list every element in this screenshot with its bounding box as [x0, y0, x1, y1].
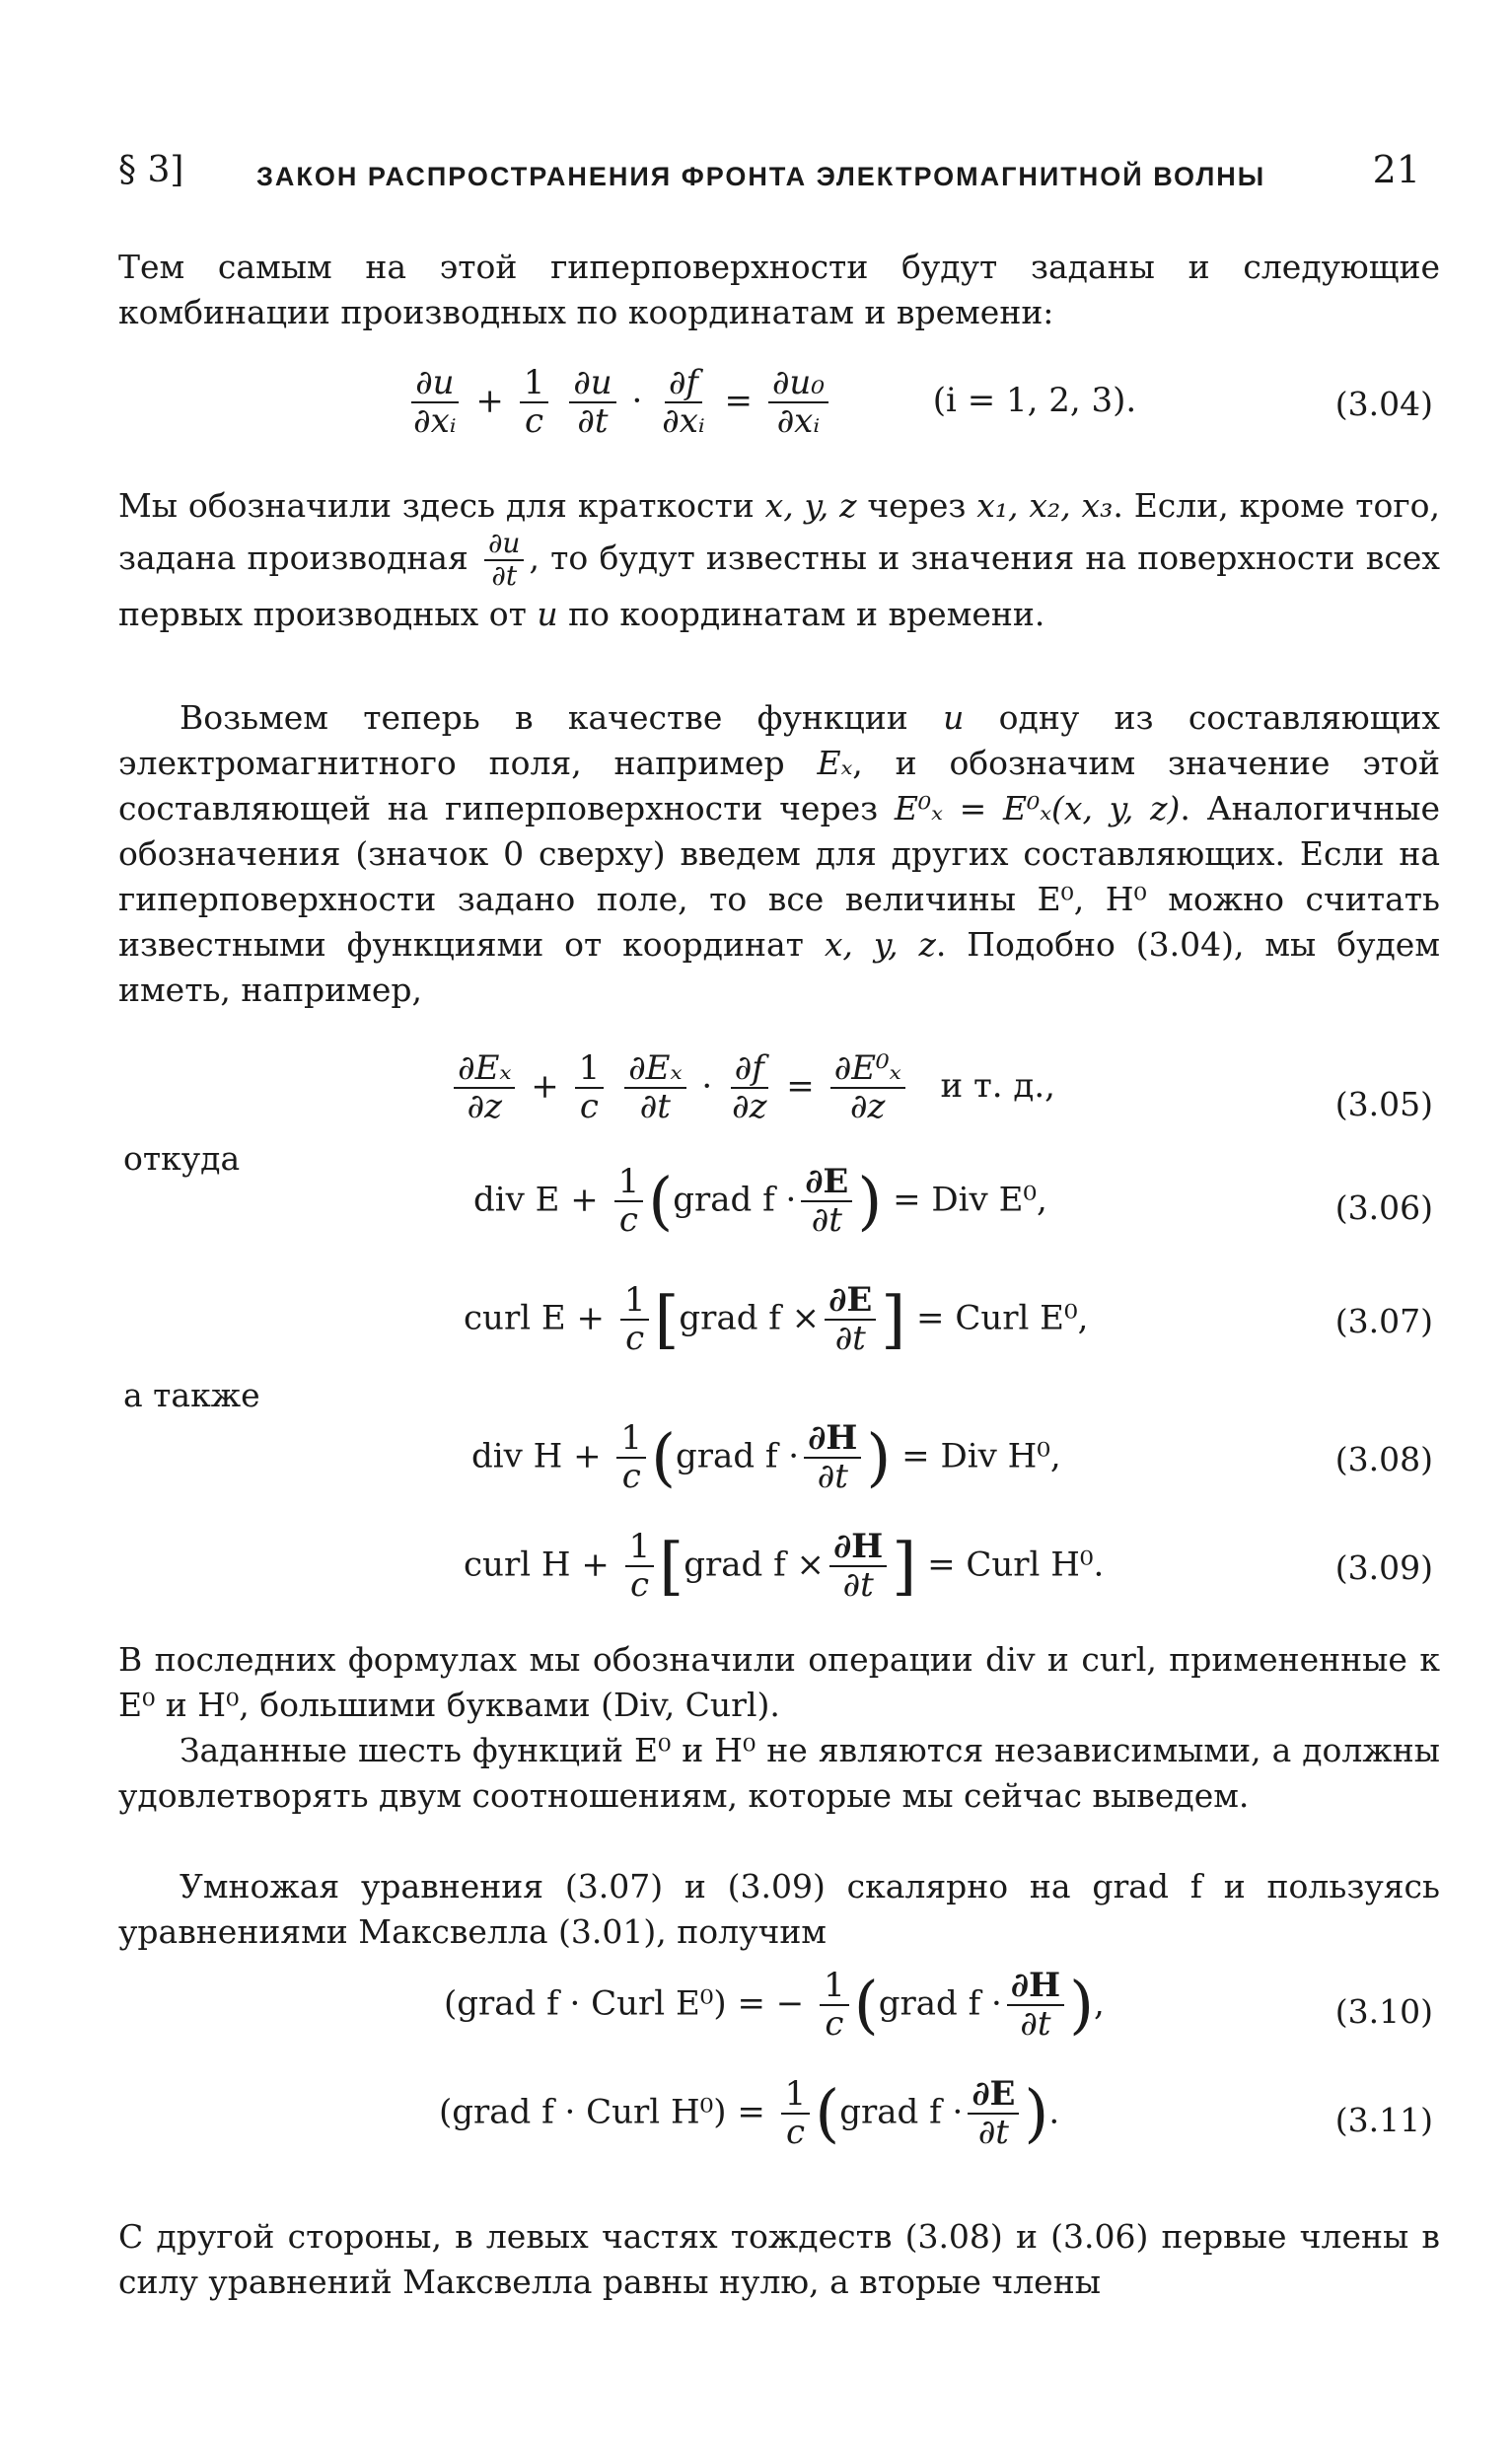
running-title: ЗАКОН РАСПРОСТРАНЕНИЯ ФРОНТА ЭЛЕКТРОМАГНИТНОЙ ВОЛНЫ [256, 162, 1266, 191]
page-number: 21 [1372, 148, 1420, 191]
equation-number-3-04: (3.04) [1334, 385, 1433, 423]
equation-3-09: curl H + $\frac{1}{c}$ [grad f × $\frac{\partial H}{\partial t}$ ] = Curl H⁰. [464, 1527, 1105, 1606]
equation-number-3-05: (3.05) [1334, 1085, 1433, 1123]
paragraph-3: Возьмем теперь в качестве функции u одну из составляющих электромагнитного поля, например Eₓ, и обозначим значение этой составляющей на гиперповерхности через E⁰ₓ = E⁰ₓ(x, y, z). Аналогичные обозначения (значок 0 сверху) введем для других составляющих. Если на гиперповерхности задано поле, то все величины E⁰, H⁰ можно считать известными функциями от координат x, y, z. Подобно (3.04), мы будем иметь, например, [118, 698, 1441, 1009]
word-otkuda: откуда [123, 1139, 241, 1178]
equation-3-05: $\frac{\text{∂Eₓ}}{\partial z}$ + $\frac{1}{c}$ $\frac{\text{∂Eₓ}}{\partial t}$ · $\frac{\partial f}{\partial z}$ = $\frac{\text{∂E⁰ₓ}}{\partial z}$ и т. д., [449, 1050, 1055, 1126]
equation-3-04: $\frac{\partial u}{\text{∂xᵢ}}$ + $\frac{1}{c}$ $\frac{\partial u}{\partial t}$ · $\frac{\partial f}{\text{∂xᵢ}}$ = $\frac{\text{∂u₀}}{\text{∂xᵢ}}$ (i = 1, 2, 3). [413, 363, 1137, 442]
paragraph-2: Мы обозначили здесь для краткости x, y, z через x₁, x₂, x₃. Если, кроме того, задана производная $\frac{\partial u}{\partial t}$ , то будут известны и значения на поверхности всех первых производных от u по координатам и времени. [118, 486, 1440, 633]
paragraph-1: Тем самым на этой гиперповерхности будут заданы и следующие комбинации производных по координатам и времени: [118, 248, 1440, 331]
equation-3-08: div H + $\frac{1}{c}$ (grad f · $\frac{\partial H}{\partial t}$ ) = Div H⁰, [471, 1418, 1061, 1497]
paragraph-4: В последних формулах мы обозначили операции div и curl, примененные к E⁰ и H⁰, большими буквами (Div, Curl). [118, 1640, 1440, 1724]
equation-number-3-08: (3.08) [1334, 1440, 1433, 1478]
equation-3-07: curl E + $\frac{1}{c}$ [grad f × $\frac{\partial E}{\partial t}$ ] = Curl E⁰, [464, 1280, 1089, 1359]
running-header [118, 148, 1430, 207]
word-a-takzhe: а также [123, 1376, 260, 1414]
equation-number-3-07: (3.07) [1334, 1302, 1433, 1340]
equation-number-3-11: (3.11) [1334, 2101, 1433, 2139]
equation-number-3-06: (3.06) [1334, 1188, 1433, 1227]
equation-number-3-09: (3.09) [1334, 1548, 1433, 1587]
equation-number-3-10: (3.10) [1334, 1992, 1433, 2031]
paragraph-5: Заданные шесть функций E⁰ и H⁰ не являются независимыми, а должны удовлетворять двум соотношениям, которые мы сейчас выведем. [118, 1731, 1440, 1815]
paragraph-7: С другой стороны, в левых частях тождеств (3.08) и (3.06) первые члены в силу уравнений Максвелла равны нулю, а вторые члены [118, 2217, 1440, 2301]
equation-3-10: (grad f · Curl E⁰) = − $\frac{1}{c}$ (grad f · $\frac{\partial H}{\partial t}$ ), [444, 1966, 1105, 2045]
equation-3-11: (grad f · Curl H⁰) = $\frac{1}{c}$ (grad f · $\frac{\partial E}{\partial t}$ ). [439, 2074, 1060, 2153]
section-mark: § 3] [118, 150, 184, 190]
equation-3-06: div E + $\frac{1}{c}$ (grad f · $\frac{\partial E}{\partial t}$ ) = Div E⁰, [473, 1162, 1047, 1241]
paragraph-6: Умножая уравнения (3.07) и (3.09) скалярно на grad f и пользуясь уравнениями Максвелла (3.01), получим [118, 1867, 1440, 1951]
